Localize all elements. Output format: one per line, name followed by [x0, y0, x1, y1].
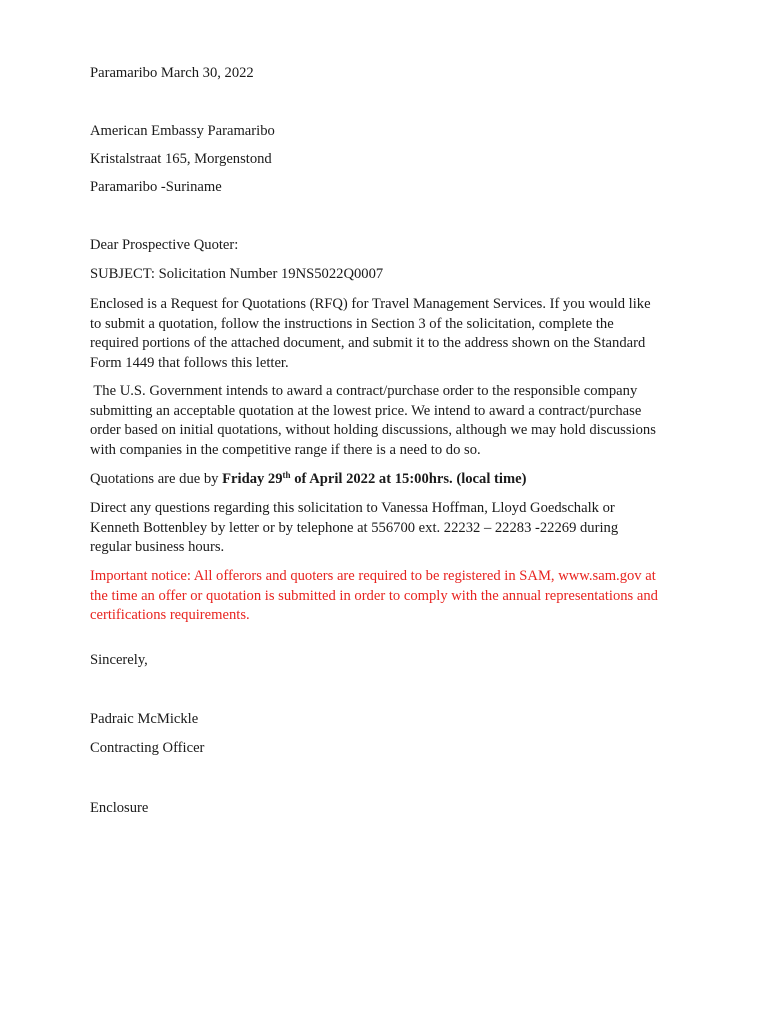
salutation: Dear Prospective Quoter:: [90, 237, 239, 253]
paragraph-contacts: [90, 499, 690, 558]
enclosure-label: Enclosure: [90, 800, 149, 816]
due-prefix: Quotations are due by: [90, 471, 223, 487]
date-line: Paramaribo March 30, 2022: [90, 65, 254, 81]
recipient-name: American Embassy Paramaribo: [90, 123, 275, 139]
notice-line: certifications requirements.: [90, 607, 250, 623]
paragraph-line: The U.S. Government intends to award a contract/purchase order to the responsible company: [90, 383, 638, 399]
important-notice: [90, 567, 690, 626]
paragraph-line: with companies in the competitive range if there is a need to do so.: [90, 441, 481, 458]
notice-line: Important notice: All offerors and quoters are required to be registered in SAM, www.sam.gov at: [90, 568, 656, 584]
recipient-street: Kristalstraat 165, Morgenstond: [90, 151, 272, 167]
signer-title: Contracting Officer: [90, 740, 205, 756]
signer-name: Padraic McMickle: [90, 711, 199, 727]
paragraph-line: required portions of the attached document, and submit it to the address shown on the Standard: [90, 335, 646, 351]
paragraph-line: to submit a quotation, follow the instructions in Section 3 of the solicitation, complete the: [90, 315, 614, 332]
paragraph-line: Form 1449 that follows this letter.: [90, 354, 289, 371]
closing: Sincerely,: [90, 652, 148, 668]
due-date-line: [90, 470, 526, 490]
recipient-city: Paramaribo -Suriname: [90, 179, 222, 195]
due-rest: of April 2022 at 15:00hrs. (local time): [290, 471, 527, 487]
notice-line: the time an offer or quotation is submitted in order to comply with the annual representations and: [90, 587, 658, 604]
paragraph-award: [90, 382, 690, 460]
paragraph-line: regular business hours.: [90, 539, 225, 555]
due-day: Friday 29: [222, 471, 283, 487]
paragraph-line: submitting an acceptable quotation at the lowest price. We intend to award a contract/purchase: [90, 402, 642, 419]
due-day-suffix: th: [282, 470, 291, 480]
paragraph-line: order based on initial quotations, without holding discussions, although we may hold discussions: [90, 422, 656, 438]
paragraph-line: Direct any questions regarding this solicitation to Vanessa Hoffman, Lloyd Goedschalk or: [90, 500, 615, 516]
paragraph-rfq: [90, 295, 690, 373]
paragraph-line: Enclosed is a Request for Quotations (RFQ) for Travel Management Services. If you would like: [90, 296, 651, 312]
paragraph-line: Kenneth Bottenbley by letter or by telephone at 556700 ext. 22232 – 22283 -22269 during: [90, 519, 619, 536]
subject-line: SUBJECT: Solicitation Number 19NS5022Q0007: [90, 266, 384, 282]
